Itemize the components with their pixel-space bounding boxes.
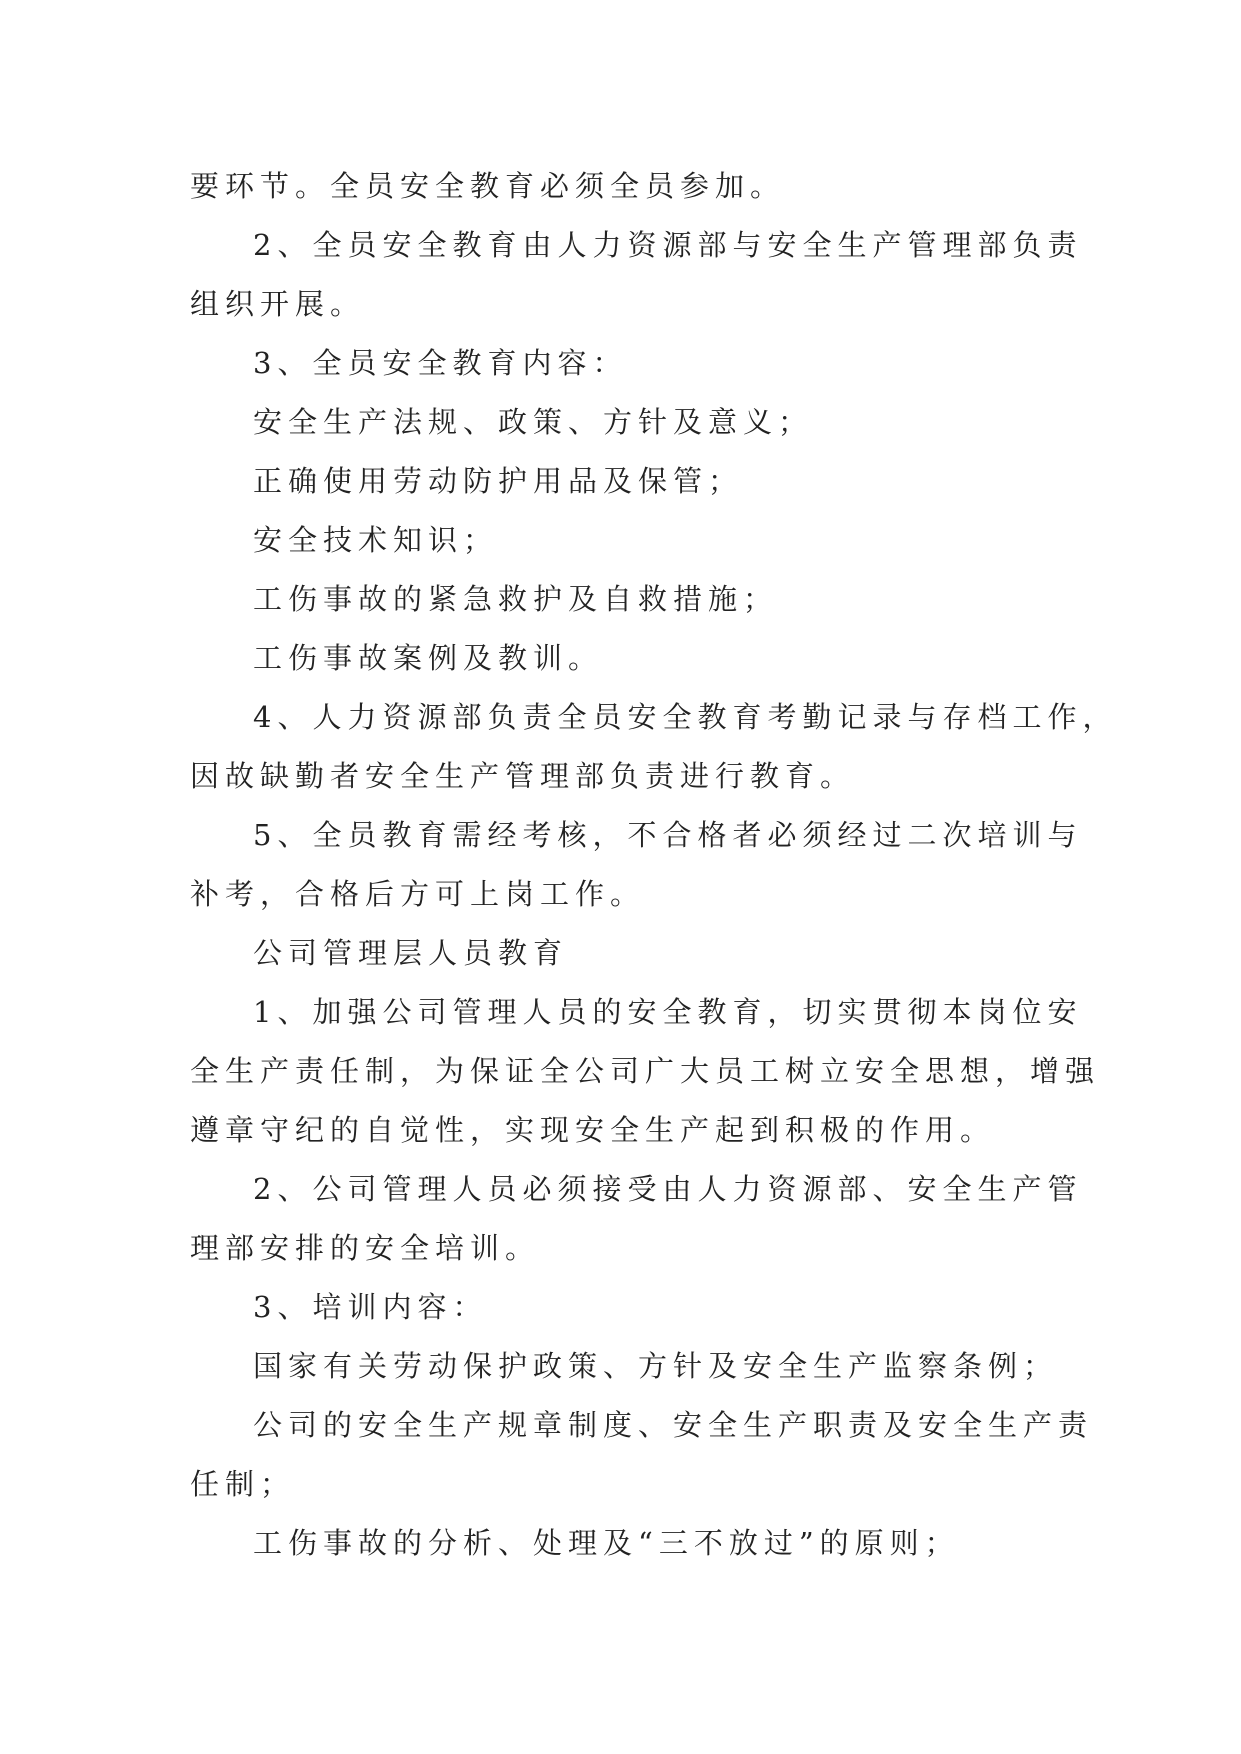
text-line: 3、培训内容： xyxy=(253,1290,488,1324)
text-line: 遵章守纪的自觉性，实现安全生产起到积极的作用。 xyxy=(190,1113,996,1147)
text-line: 补考，合格后方可上岗工作。 xyxy=(190,877,646,911)
text-line: 安全生产法规、政策、方针及意义； xyxy=(253,405,814,439)
text-line: 要环节。全员安全教育必须全员参加。 xyxy=(190,169,786,203)
text-line: 国家有关劳动保护政策、方针及安全生产监察条例； xyxy=(253,1349,1059,1383)
text-line: 4、人力资源部负责全员安全教育考勤记录与存档工作， xyxy=(253,700,1118,734)
text-line: 因故缺勤者安全生产管理部负责进行教育。 xyxy=(190,759,856,793)
text-line: 工伤事故案例及教训。 xyxy=(253,641,604,675)
text-line: 1、加强公司管理人员的安全教育，切实贯彻本岗位安 xyxy=(253,995,1083,1029)
document-body xyxy=(190,157,1118,1573)
text-line: 2、公司管理人员必须接受由人力资源部、安全生产管 xyxy=(253,1172,1083,1206)
text-line: 5、全员教育需经考核，不合格者必须经过二次培训与 xyxy=(253,818,1083,852)
text-line: 任制； xyxy=(190,1467,296,1501)
text-line: 3、全员安全教育内容： xyxy=(253,346,628,380)
text-line: 安全技术知识； xyxy=(253,523,499,557)
text-line: 理部安排的安全培训。 xyxy=(190,1231,541,1265)
text-line: 正确使用劳动防护用品及保管； xyxy=(253,464,744,498)
text-line: 2、全员安全教育由人力资源部与安全生产管理部负责 xyxy=(253,228,1083,262)
text-line: 工伤事故的紧急救护及自救措施； xyxy=(253,582,779,616)
text-line: 工伤事故的分析、处理及“三不放过”的原则； xyxy=(253,1526,960,1560)
text-line: 公司的安全生产规章制度、安全生产职责及安全生产责 xyxy=(253,1408,1094,1442)
section-heading: 公司管理层人员教育 xyxy=(253,936,569,970)
text-line: 全生产责任制，为保证全公司广大员工树立安全思想，增强 xyxy=(190,1054,1101,1088)
text-line: 组织开展。 xyxy=(190,287,366,321)
